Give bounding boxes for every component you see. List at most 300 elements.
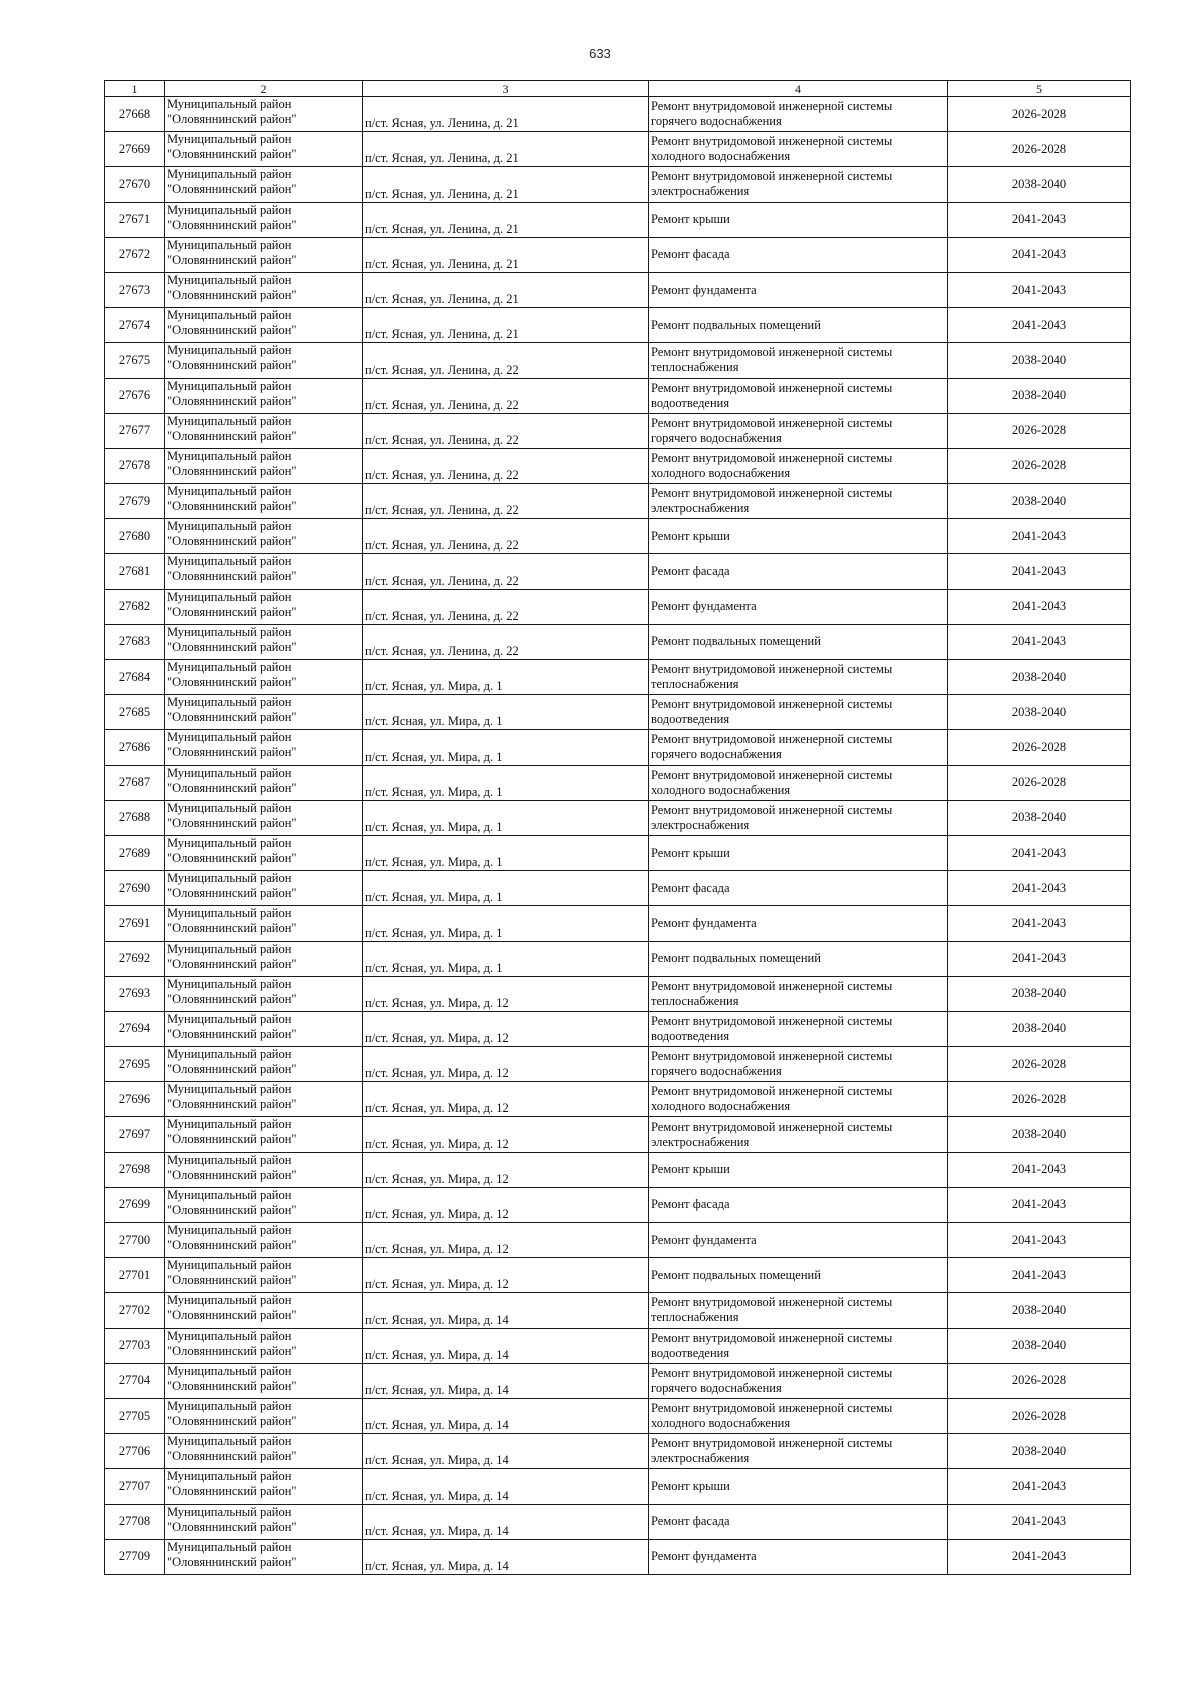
work-type-cell [649, 1187, 948, 1222]
municipality-line-1: Муниципальный район [167, 1011, 292, 1026]
municipality-line-2: "Оловяннинский район" [167, 639, 297, 654]
period-cell: 2038-2040 [948, 343, 1131, 378]
work-type-line-1: Ремонт фасада [651, 564, 730, 579]
municipality-line-1: Муниципальный район [167, 835, 292, 850]
row-number: 27703 [105, 1328, 165, 1363]
table-row [105, 800, 1131, 835]
period-cell: 2041-2043 [948, 941, 1131, 976]
table-row [105, 835, 1131, 870]
row-number: 27692 [105, 941, 165, 976]
municipality-line-2: "Оловяннинский район" [167, 1202, 297, 1217]
municipality-line-1: Муниципальный район [167, 1539, 292, 1554]
period-cell: 2026-2028 [948, 132, 1131, 167]
period-cell: 2038-2040 [948, 660, 1131, 695]
work-type-cell [649, 1434, 948, 1469]
municipality-cell [165, 1504, 363, 1539]
address-cell: п/ст. Ясная, ул. Ленина, д. 21 [363, 237, 649, 272]
work-type-cell [649, 202, 948, 237]
row-number: 27685 [105, 695, 165, 730]
municipality-line-2: "Оловяннинский район" [167, 463, 297, 478]
work-type-cell [649, 660, 948, 695]
row-number: 27690 [105, 871, 165, 906]
work-type-line-1: Ремонт подвальных помещений [651, 951, 821, 966]
address-cell: п/ст. Ясная, ул. Мира, д. 1 [363, 765, 649, 800]
period-cell: 2026-2028 [948, 1363, 1131, 1398]
period-cell: 2041-2043 [948, 1258, 1131, 1293]
municipality-line-2: "Оловяннинский район" [167, 921, 297, 936]
work-type-line-1: Ремонт внутридомовой инженерной системы [651, 802, 893, 817]
row-number: 27699 [105, 1187, 165, 1222]
municipality-cell [165, 1398, 363, 1433]
period-cell: 2026-2028 [948, 1082, 1131, 1117]
work-type-line-1: Ремонт внутридомовой инженерной системы [651, 486, 893, 501]
work-type-cell [649, 1363, 948, 1398]
municipality-cell [165, 695, 363, 730]
repair-schedule-table [104, 80, 1131, 1575]
address-cell: п/ст. Ясная, ул. Мира, д. 12 [363, 1152, 649, 1187]
table-row [105, 132, 1131, 167]
address-cell: п/ст. Ясная, ул. Мира, д. 1 [363, 730, 649, 765]
address-cell: п/ст. Ясная, ул. Мира, д. 14 [363, 1539, 649, 1574]
period-cell: 2026-2028 [948, 413, 1131, 448]
work-type-cell [649, 1258, 948, 1293]
municipality-line-2: "Оловяннинский район" [167, 780, 297, 795]
municipality-line-1: Муниципальный район [167, 1223, 292, 1237]
column-header-1: 1 [105, 81, 165, 97]
address-cell: п/ст. Ясная, ул. Мира, д. 1 [363, 660, 649, 695]
row-number: 27697 [105, 1117, 165, 1152]
municipality-cell [165, 800, 363, 835]
municipality-cell [165, 519, 363, 554]
municipality-line-1: Муниципальный район [167, 272, 292, 287]
municipality-line-2: "Оловяннинский район" [167, 1413, 297, 1428]
work-type-line-1: Ремонт внутридомовой инженерной системы [651, 169, 893, 184]
work-type-cell [649, 448, 948, 483]
municipality-cell [165, 624, 363, 659]
row-number: 27681 [105, 554, 165, 589]
address-cell: п/ст. Ясная, ул. Ленина, д. 22 [363, 484, 649, 519]
work-type-line-1: Ремонт крыши [651, 1162, 730, 1177]
work-type-line-1: Ремонт фасада [651, 1514, 730, 1529]
work-type-line-1: Ремонт внутридомовой инженерной системы [651, 732, 893, 747]
address-cell: п/ст. Ясная, ул. Мира, д. 12 [363, 1047, 649, 1082]
municipality-line-2: "Оловяннинский район" [167, 534, 297, 549]
table-row [105, 1223, 1131, 1258]
work-type-line-1: Ремонт внутридомовой инженерной системы [651, 345, 893, 360]
table-row [105, 589, 1131, 624]
work-type-cell [649, 871, 948, 906]
row-number: 27679 [105, 484, 165, 519]
municipality-line-1: Муниципальный район [167, 413, 292, 428]
address-cell: п/ст. Ясная, ул. Мира, д. 1 [363, 800, 649, 835]
municipality-line-1: Муниципальный район [167, 132, 292, 147]
row-number: 27707 [105, 1469, 165, 1504]
work-type-cell [649, 167, 948, 202]
period-cell: 2026-2028 [948, 1047, 1131, 1082]
municipality-cell [165, 343, 363, 378]
work-type-line-2: холодного водоснабжения [651, 149, 791, 164]
period-cell: 2038-2040 [948, 1011, 1131, 1046]
work-type-cell [649, 1082, 948, 1117]
municipality-cell [165, 378, 363, 413]
work-type-cell [649, 132, 948, 167]
municipality-cell [165, 1258, 363, 1293]
municipality-line-2: "Оловяннинский район" [167, 886, 297, 901]
municipality-line-2: "Оловяннинский район" [167, 569, 297, 584]
row-number: 27683 [105, 624, 165, 659]
work-type-line-1: Ремонт внутридомовой инженерной системы [651, 134, 893, 149]
row-number: 27689 [105, 835, 165, 870]
address-cell: п/ст. Ясная, ул. Ленина, д. 21 [363, 272, 649, 307]
row-number: 27668 [105, 97, 165, 132]
table-row [105, 765, 1131, 800]
municipality-line-2: "Оловяннинский район" [167, 1343, 297, 1358]
period-cell: 2026-2028 [948, 1398, 1131, 1433]
address-cell: п/ст. Ясная, ул. Ленина, д. 21 [363, 167, 649, 202]
work-type-cell [649, 1398, 948, 1433]
period-cell: 2041-2043 [948, 202, 1131, 237]
period-cell: 2038-2040 [948, 1434, 1131, 1469]
work-type-cell [649, 589, 948, 624]
table-row [105, 624, 1131, 659]
address-cell: п/ст. Ясная, ул. Ленина, д. 22 [363, 554, 649, 589]
municipality-cell [165, 1223, 363, 1258]
table-row [105, 413, 1131, 448]
municipality-cell [165, 237, 363, 272]
municipality-cell [165, 1152, 363, 1187]
table-row [105, 1047, 1131, 1082]
table-row [105, 237, 1131, 272]
address-cell: п/ст. Ясная, ул. Мира, д. 1 [363, 941, 649, 976]
work-type-cell [649, 765, 948, 800]
row-number: 27704 [105, 1363, 165, 1398]
municipality-cell [165, 906, 363, 941]
address-cell: п/ст. Ясная, ул. Мира, д. 14 [363, 1469, 649, 1504]
row-number: 27674 [105, 308, 165, 343]
table-row [105, 308, 1131, 343]
row-number: 27701 [105, 1258, 165, 1293]
period-cell: 2038-2040 [948, 484, 1131, 519]
address-cell: п/ст. Ясная, ул. Мира, д. 1 [363, 695, 649, 730]
municipality-cell [165, 589, 363, 624]
work-type-line-2: электроснабжения [651, 1134, 750, 1149]
municipality-line-1: Муниципальный район [167, 202, 292, 217]
address-cell: п/ст. Ясная, ул. Мира, д. 1 [363, 871, 649, 906]
municipality-cell [165, 871, 363, 906]
work-type-cell [649, 1117, 948, 1152]
address-cell: п/ст. Ясная, ул. Мира, д. 12 [363, 1223, 649, 1258]
municipality-line-1: Муниципальный район [167, 1434, 292, 1449]
work-type-line-2: холодного водоснабжения [651, 782, 791, 797]
work-type-line-1: Ремонт подвальных помещений [651, 1267, 821, 1282]
column-number-row [105, 81, 1131, 97]
work-type-line-2: теплоснабжения [651, 360, 739, 375]
municipality-line-2: "Оловяннинский район" [167, 1308, 297, 1323]
municipality-line-1: Муниципальный район [167, 800, 292, 815]
period-cell: 2038-2040 [948, 378, 1131, 413]
municipality-line-1: Муниципальный район [167, 624, 292, 639]
municipality-line-2: "Оловяннинский район" [167, 217, 297, 232]
column-header-4: 4 [649, 81, 948, 97]
work-type-line-2: водоотведения [651, 395, 730, 410]
work-type-line-2: водоотведения [651, 1345, 730, 1360]
row-number: 27680 [105, 519, 165, 554]
work-type-line-1: Ремонт внутридомовой инженерной системы [651, 1084, 893, 1099]
work-type-line-2: горячего водоснабжения [651, 430, 782, 445]
work-type-line-1: Ремонт фундамента [651, 1232, 757, 1247]
municipality-line-1: Муниципальный район [167, 871, 292, 886]
municipality-line-2: "Оловяннинский район" [167, 815, 297, 830]
municipality-line-1: Муниципальный район [167, 343, 292, 358]
municipality-line-1: Муниципальный район [167, 1152, 292, 1167]
table-row [105, 976, 1131, 1011]
table-row [105, 1293, 1131, 1328]
table-row [105, 1539, 1131, 1574]
row-number: 27687 [105, 765, 165, 800]
row-number: 27673 [105, 272, 165, 307]
work-type-line-2: электроснабжения [651, 1451, 750, 1466]
table-row [105, 660, 1131, 695]
address-cell: п/ст. Ясная, ул. Мира, д. 12 [363, 1258, 649, 1293]
row-number: 27671 [105, 202, 165, 237]
municipality-line-1: Муниципальный район [167, 1047, 292, 1062]
table-row [105, 343, 1131, 378]
period-cell: 2038-2040 [948, 976, 1131, 1011]
address-cell: п/ст. Ясная, ул. Ленина, д. 22 [363, 378, 649, 413]
table-row [105, 1082, 1131, 1117]
row-number: 27686 [105, 730, 165, 765]
municipality-line-2: "Оловяннинский район" [167, 1097, 297, 1112]
work-type-cell [649, 1152, 948, 1187]
table-row [105, 519, 1131, 554]
address-cell: п/ст. Ясная, ул. Ленина, д. 22 [363, 624, 649, 659]
municipality-line-2: "Оловяннинский район" [167, 745, 297, 760]
period-cell: 2038-2040 [948, 1328, 1131, 1363]
work-type-cell [649, 1223, 948, 1258]
period-cell: 2041-2043 [948, 1504, 1131, 1539]
address-cell: п/ст. Ясная, ул. Мира, д. 14 [363, 1434, 649, 1469]
municipality-line-1: Муниципальный район [167, 906, 292, 921]
work-type-cell [649, 272, 948, 307]
work-type-line-1: Ремонт фундамента [651, 599, 757, 614]
address-cell: п/ст. Ясная, ул. Мира, д. 14 [363, 1504, 649, 1539]
work-type-line-1: Ремонт фасада [651, 247, 730, 262]
municipality-line-2: "Оловяннинский район" [167, 358, 297, 373]
work-type-line-1: Ремонт фасада [651, 880, 730, 895]
period-cell: 2041-2043 [948, 519, 1131, 554]
row-number: 27691 [105, 906, 165, 941]
period-cell: 2038-2040 [948, 695, 1131, 730]
row-number: 27698 [105, 1152, 165, 1187]
row-number: 27684 [105, 660, 165, 695]
municipality-line-1: Муниципальный район [167, 730, 292, 745]
work-type-line-2: холодного водоснабжения [651, 1416, 791, 1431]
table-row [105, 202, 1131, 237]
municipality-cell [165, 1047, 363, 1082]
row-number: 27677 [105, 413, 165, 448]
work-type-line-1: Ремонт внутридомовой инженерной системы [651, 1401, 893, 1416]
municipality-cell [165, 835, 363, 870]
work-type-cell [649, 343, 948, 378]
municipality-line-2: "Оловяннинский район" [167, 428, 297, 443]
municipality-cell [165, 941, 363, 976]
address-cell: п/ст. Ясная, ул. Мира, д. 14 [363, 1398, 649, 1433]
work-type-line-1: Ремонт внутридомовой инженерной системы [651, 697, 893, 712]
work-type-cell [649, 800, 948, 835]
period-cell: 2026-2028 [948, 765, 1131, 800]
table-row [105, 730, 1131, 765]
municipality-cell [165, 554, 363, 589]
period-cell: 2041-2043 [948, 624, 1131, 659]
row-number: 27688 [105, 800, 165, 835]
period-cell: 2041-2043 [948, 906, 1131, 941]
work-type-cell [649, 624, 948, 659]
work-type-cell [649, 1504, 948, 1539]
table-row [105, 1187, 1131, 1222]
address-cell: п/ст. Ясная, ул. Мира, д. 1 [363, 906, 649, 941]
table-row [105, 941, 1131, 976]
work-type-line-2: теплоснабжения [651, 677, 739, 692]
work-type-line-1: Ремонт крыши [651, 1478, 730, 1493]
municipality-cell [165, 272, 363, 307]
work-type-line-1: Ремонт фасада [651, 1197, 730, 1212]
period-cell: 2041-2043 [948, 589, 1131, 624]
address-cell: п/ст. Ясная, ул. Мира, д. 14 [363, 1363, 649, 1398]
work-type-line-1: Ремонт внутридомовой инженерной системы [651, 767, 893, 782]
table-row [105, 1398, 1131, 1433]
municipality-line-1: Муниципальный район [167, 1082, 292, 1097]
work-type-cell [649, 97, 948, 132]
table-row [105, 695, 1131, 730]
row-number: 27693 [105, 976, 165, 1011]
address-cell: п/ст. Ясная, ул. Ленина, д. 21 [363, 202, 649, 237]
work-type-cell [649, 554, 948, 589]
municipality-line-2: "Оловяннинский район" [167, 991, 297, 1006]
table-row [105, 1117, 1131, 1152]
address-cell: п/ст. Ясная, ул. Мира, д. 12 [363, 1117, 649, 1152]
period-cell: 2038-2040 [948, 1117, 1131, 1152]
work-type-line-1: Ремонт подвальных помещений [651, 634, 821, 649]
period-cell: 2041-2043 [948, 1223, 1131, 1258]
work-type-line-2: электроснабжения [651, 817, 750, 832]
municipality-line-2: "Оловяннинский район" [167, 112, 297, 126]
work-type-line-1: Ремонт внутридомовой инженерной системы [651, 99, 893, 114]
municipality-line-1: Муниципальный район [167, 484, 292, 499]
work-type-line-1: Ремонт крыши [651, 845, 730, 860]
address-cell: п/ст. Ясная, ул. Мира, д. 1 [363, 835, 649, 870]
table-row [105, 554, 1131, 589]
address-cell: п/ст. Ясная, ул. Ленина, д. 22 [363, 448, 649, 483]
table-row [105, 1504, 1131, 1539]
period-cell: 2041-2043 [948, 835, 1131, 870]
municipality-line-1: Муниципальный район [167, 378, 292, 393]
row-number: 27700 [105, 1223, 165, 1258]
municipality-line-2: "Оловяннинский район" [167, 287, 297, 302]
work-type-line-1: Ремонт внутридомовой инженерной системы [651, 450, 893, 465]
municipality-cell [165, 1293, 363, 1328]
work-type-line-2: горячего водоснабжения [651, 1064, 782, 1079]
work-type-line-1: Ремонт внутридомовой инженерной системы [651, 1295, 893, 1310]
municipality-line-2: "Оловяннинский район" [167, 1026, 297, 1041]
municipality-line-2: "Оловяннинский район" [167, 1062, 297, 1077]
row-number: 27672 [105, 237, 165, 272]
work-type-line-1: Ремонт внутридомовой инженерной системы [651, 1119, 893, 1134]
work-type-line-1: Ремонт внутридомовой инженерной системы [651, 415, 893, 430]
municipality-line-1: Муниципальный район [167, 695, 292, 710]
municipality-line-1: Муниципальный район [167, 1293, 292, 1308]
table-row [105, 97, 1131, 132]
period-cell: 2026-2028 [948, 97, 1131, 132]
municipality-line-2: "Оловяннинский район" [167, 1378, 297, 1393]
work-type-cell [649, 1328, 948, 1363]
row-number: 27708 [105, 1504, 165, 1539]
work-type-line-1: Ремонт внутридомовой инженерной системы [651, 1436, 893, 1451]
municipality-line-1: Муниципальный район [167, 1363, 292, 1378]
municipality-line-1: Муниципальный район [167, 1258, 292, 1273]
municipality-cell [165, 97, 363, 132]
address-cell: п/ст. Ясная, ул. Ленина, д. 21 [363, 308, 649, 343]
work-type-cell [649, 519, 948, 554]
period-cell: 2026-2028 [948, 730, 1131, 765]
row-number: 27670 [105, 167, 165, 202]
work-type-line-1: Ремонт фундамента [651, 282, 757, 297]
municipality-line-2: "Оловяннинский район" [167, 1132, 297, 1147]
table-row [105, 1258, 1131, 1293]
period-cell: 2041-2043 [948, 1539, 1131, 1574]
period-cell: 2041-2043 [948, 1469, 1131, 1504]
address-cell: п/ст. Ясная, ул. Мира, д. 12 [363, 1082, 649, 1117]
municipality-line-2: "Оловяннинский район" [167, 1484, 297, 1499]
municipality-cell [165, 1539, 363, 1574]
municipality-cell [165, 1363, 363, 1398]
period-cell: 2041-2043 [948, 1152, 1131, 1187]
municipality-line-1: Муниципальный район [167, 1469, 292, 1484]
work-type-line-2: теплоснабжения [651, 1310, 739, 1325]
row-number: 27696 [105, 1082, 165, 1117]
row-number: 27709 [105, 1539, 165, 1574]
work-type-line-2: водоотведения [651, 1028, 730, 1043]
municipality-line-1: Муниципальный район [167, 1187, 292, 1202]
row-number: 27694 [105, 1011, 165, 1046]
period-cell: 2041-2043 [948, 308, 1131, 343]
work-type-line-2: электроснабжения [651, 184, 750, 199]
municipality-line-2: "Оловяннинский район" [167, 499, 297, 514]
municipality-cell [165, 167, 363, 202]
work-type-cell [649, 976, 948, 1011]
table-row [105, 1469, 1131, 1504]
column-header-5: 5 [948, 81, 1131, 97]
municipality-cell [165, 413, 363, 448]
address-cell: п/ст. Ясная, ул. Мира, д. 14 [363, 1293, 649, 1328]
municipality-cell [165, 660, 363, 695]
row-number: 27705 [105, 1398, 165, 1433]
municipality-line-1: Муниципальный район [167, 1504, 292, 1519]
table-row [105, 1434, 1131, 1469]
work-type-line-1: Ремонт внутридомовой инженерной системы [651, 662, 893, 677]
address-cell: п/ст. Ясная, ул. Ленина, д. 21 [363, 132, 649, 167]
address-cell: п/ст. Ясная, ул. Мира, д. 12 [363, 1011, 649, 1046]
work-type-line-2: водоотведения [651, 712, 730, 727]
municipality-line-2: "Оловяннинский район" [167, 147, 297, 162]
municipality-line-1: Муниципальный район [167, 97, 292, 111]
work-type-line-2: холодного водоснабжения [651, 465, 791, 480]
address-cell: п/ст. Ясная, ул. Ленина, д. 22 [363, 519, 649, 554]
municipality-line-1: Муниципальный район [167, 448, 292, 463]
column-header-3: 3 [363, 81, 649, 97]
municipality-line-2: "Оловяннинский район" [167, 1519, 297, 1534]
municipality-cell [165, 765, 363, 800]
table-row [105, 484, 1131, 519]
